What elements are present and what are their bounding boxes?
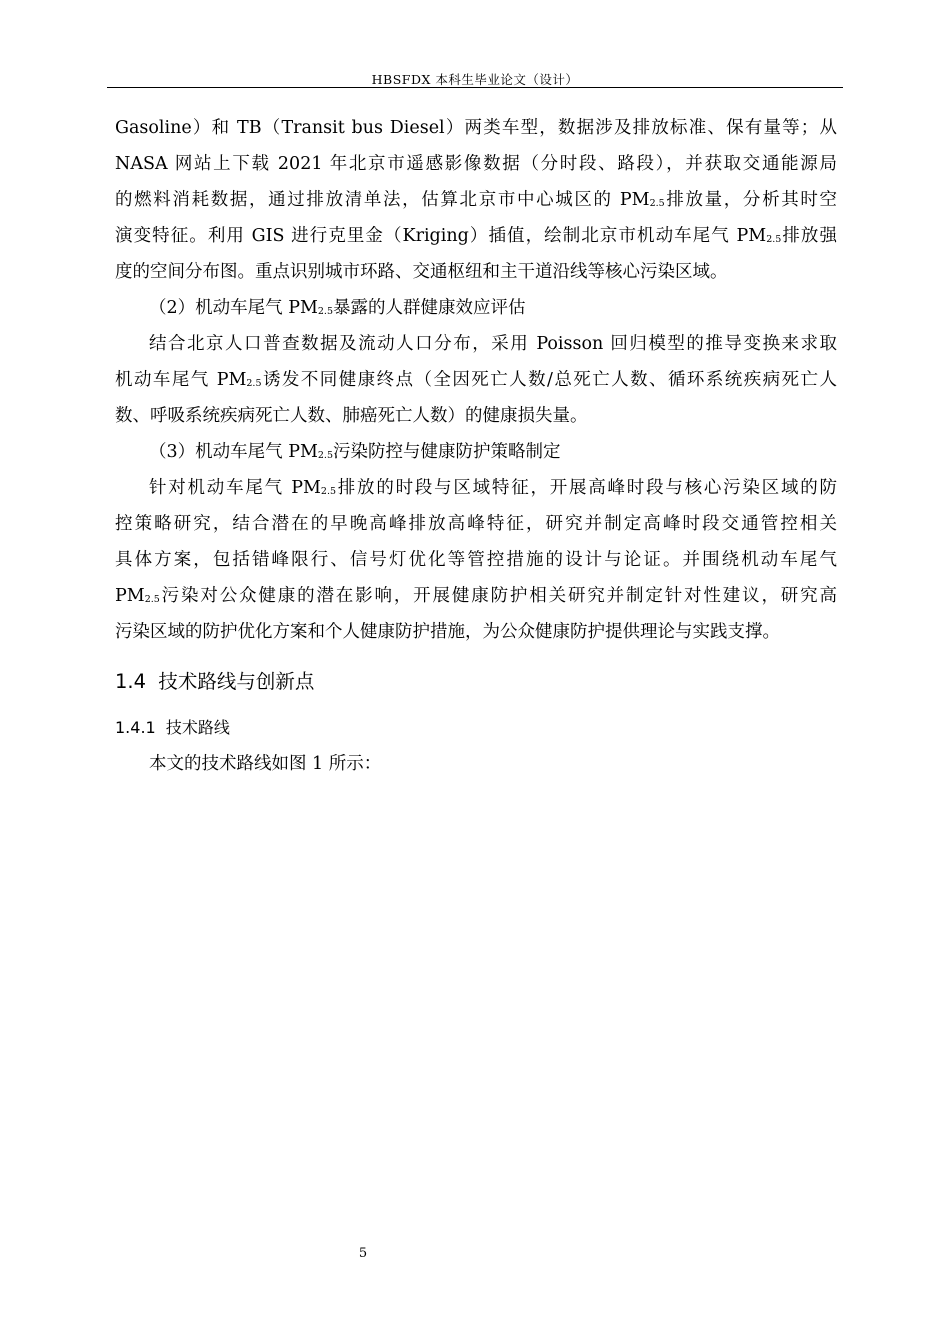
text-line: 演变特征。利用 GIS 进行克里金（Kriging）插值，绘制北京市机动车尾气 $PM_{2.5}$排放强 bbox=[115, 226, 838, 246]
page-number: 5 bbox=[358, 1246, 368, 1261]
text-line: 针对机动车尾气 $PM_{2.5}$排放的时段与区域特征，开展高峰时段与核心污染区域的防 bbox=[149, 478, 837, 498]
pm-subscript: 2.5 bbox=[320, 486, 337, 497]
paragraph-data-sources bbox=[115, 110, 837, 290]
header-rule bbox=[107, 87, 843, 88]
pm-subscript: 2.5 bbox=[144, 594, 160, 605]
paragraph-health-effect bbox=[115, 326, 837, 434]
route-intro-text: 本文的技术路线如图 1 所示： bbox=[149, 754, 382, 774]
item-heading-control-strategy: （3）机动车尾气 $PM_{2.5}$污染防控与健康防护策略制定 bbox=[149, 442, 561, 462]
text-line: 控策略研究，结合潜在的早晚高峰排放高峰特征，研究并制定高峰时段交通管控相关 bbox=[115, 514, 837, 534]
pm-subscript: 2.5 bbox=[246, 378, 262, 389]
section-heading-1-4: 1.4 技术路线与创新点 bbox=[115, 670, 315, 693]
paragraph-control-strategy bbox=[115, 470, 837, 650]
text-line: 结合北京人口普查数据及流动人口分布，采用 Poisson 回归模型的推导变换来求取 bbox=[149, 334, 837, 354]
text-line: 数、呼吸系统疾病死亡人数、肺癌死亡人数）的健康损失量。 bbox=[115, 406, 588, 426]
text-line: $PM_{2.5}$污染对公众健康的潜在影响，开展健康防护相关研究并制定针对性建议，研究高 bbox=[115, 586, 837, 606]
pm-subscript: 2.5 bbox=[317, 306, 333, 317]
pm-subscript: 2.5 bbox=[317, 450, 333, 461]
text-line: NASA 网站上下载 2021 年北京市遥感影像数据（分时段、路段），并获取交通能源局 bbox=[115, 154, 837, 174]
item-heading-health-effect: （2）机动车尾气 $PM_{2.5}$暴露的人群健康效应评估 bbox=[149, 298, 526, 318]
page-body bbox=[115, 110, 837, 782]
text-line: Gasoline）和 TB（Transit bus Diesel）两类车型，数据涉及排放标准、保有量等；从 bbox=[115, 118, 837, 138]
pm-subscript: 2.5 bbox=[649, 198, 665, 209]
text-line: 度的空间分布图。重点识别城市环路、交通枢纽和主干道沿线等核心污染区域。 bbox=[115, 262, 728, 282]
text-line: 污染区域的防护优化方案和个人健康防护措施，为公众健康防护提供理论与实践支撑。 bbox=[115, 622, 780, 642]
text-line: 的燃料消耗数据，通过排放清单法，估算北京市中心城区的 $PM_{2.5}$排放量，分析其时空 bbox=[115, 190, 837, 210]
subsection-heading-1-4-1: 1.4.1 技术路线 bbox=[115, 718, 230, 737]
pm-subscript: 2.5 bbox=[766, 234, 782, 245]
text-line: 具体方案，包括错峰限行、信号灯优化等管控措施的设计与论证。并围绕机动车尾气 bbox=[115, 550, 837, 570]
text-line: 机动车尾气 $PM_{2.5}$诱发不同健康终点（全因死亡人数/总死亡人数、循环系统疾病死亡人 bbox=[115, 370, 837, 390]
running-header: HBSFDX 本科生毕业论文（设计） bbox=[371, 72, 579, 87]
